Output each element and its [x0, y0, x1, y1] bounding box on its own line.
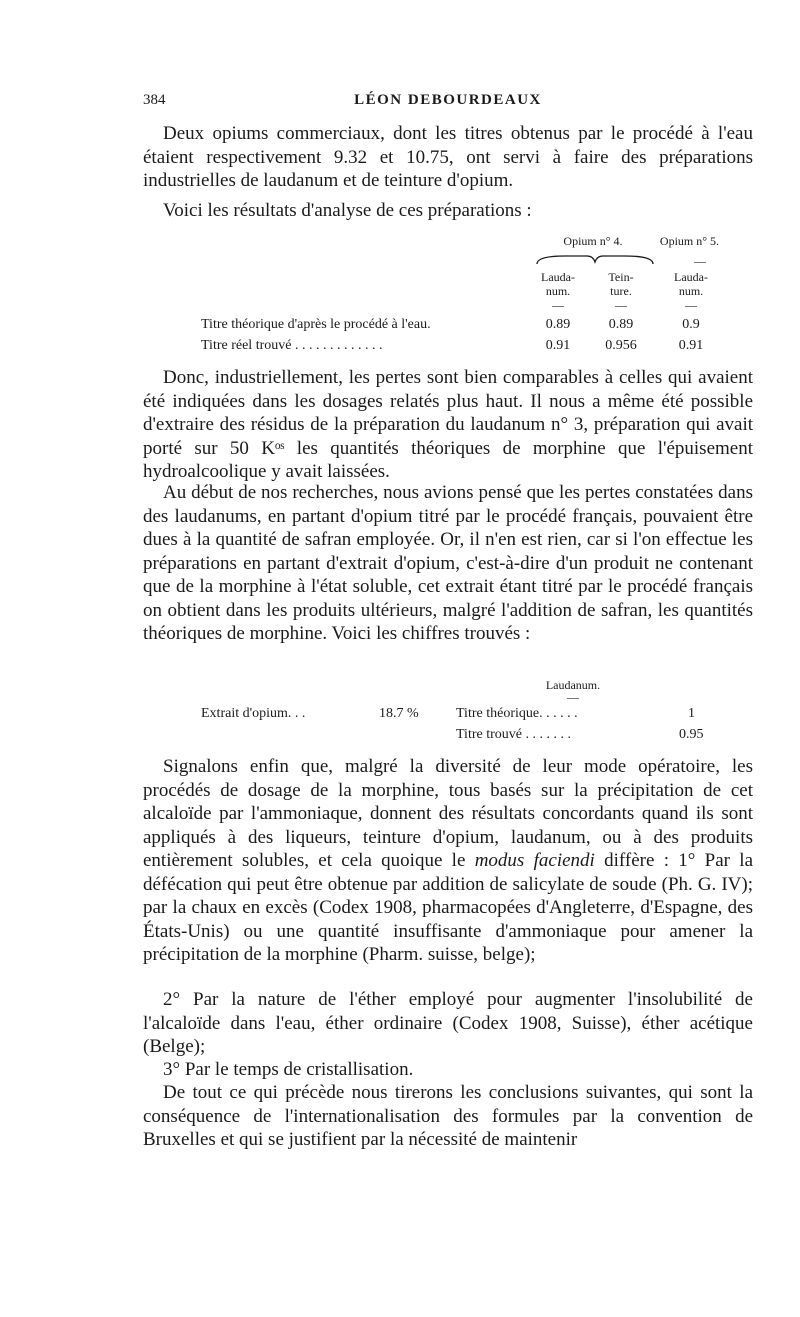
table1-col-laudanum-4: Lauda- num. — [541, 270, 575, 298]
paragraph-3: Donc, industriellement, les pertes sont bien comparables à celles qui avaient été indiquées dans les dosages relatés plus haut. Il nous a même été possible d'extraire des résidus de la préparation du laudanum n° 3, préparation qui avait porté sur 50 Kᵒˢ les quantités théoriques de morphine que l'épuisement hydroalcoolique y avait laissées. — [143, 367, 753, 482]
paragraph-4: Au début de nos recherches, nous avions pensé que les pertes constatées dans des laudanums, en partant d'opium titré par le procédé français, pouvaient être dues à la quantité de safran employée. Or, il n'en est rien, car si l'on effectue les préparations en partant d'extrait d'opium, c'est-à-dire d'un produit ne contenant que de la morphine à l'état soluble, cet extrait étant titré par le procédé français on obtient dans les produits ultérieurs, malgré l'addition de safran, les quantités théoriques de morphine. Voici les chiffres trouvés : — [143, 482, 753, 644]
table2-row-value: 1 — [688, 706, 695, 721]
table1-cell: 0.91 — [545, 338, 571, 353]
table1-row-label: Titre théorique d'après le procédé à l'eau. — [201, 317, 431, 332]
page-header — [143, 92, 753, 114]
table1-group-opium-4: Opium n° 4. — [563, 234, 623, 248]
table1-col-teinture-4: Tein- ture. — [608, 270, 634, 298]
table2-row-label: Titre théorique. . . . . . — [456, 706, 578, 721]
table1-dash-top: — — [694, 254, 706, 268]
paragraph-1: Deux opiums commerciaux, dont les titres obtenus par le procédé à l'eau étaient respectivement 9.32 et 10.75, ont servi à faire des préparations industrielles de laudanum et de teinture d'opium. — [143, 123, 753, 191]
laudanum-table — [143, 676, 753, 746]
table1-cell: 0.956 — [605, 338, 637, 353]
table1-cell: 0.89 — [608, 317, 634, 332]
table2-row-label: Titre trouvé . . . . . . . — [456, 727, 571, 742]
page-number: 384 — [143, 92, 166, 108]
paragraph-5-italic: modus faciendi — [474, 850, 595, 871]
table1-cell: 0.9 — [682, 317, 700, 332]
paragraph-5-text-a: Signalons enfin que, malgré la diversité de leur mode opératoire, les procédés de dosage de la morphine, tous basés sur la précipitation de cet alcaloïde par l'ammoniaque, donnent des résultats concordants quand ils sont appliqués à des liqueurs, teinture d'opium, laudanum, ou à des produits entièrement solubles, et cela quoique le — [143, 756, 753, 871]
paragraph-7: 3° Par le temps de cristallisation. — [163, 1059, 414, 1080]
paragraph-5 — [143, 755, 753, 967]
table1-group-opium-5: Opium n° 5. — [659, 234, 720, 248]
table1-dash-2: — — [615, 298, 627, 312]
paragraph-5-text-b: diffère : 1° Par la défécation qui peut être obtenue par addition de salicylate de soude (Ph. G. IV); par la chaux en excès (Codex 1908, pharmacopées d'Angleterre, d'Espagne, des États-Unis) ou une quantité insuffisante d'ammoniaque pour amener la précipitation de la morphine (Pharm. suisse, belge); — [143, 850, 754, 965]
table2-header: Laudanum. — [545, 678, 601, 692]
paragraph-8: De tout ce qui précède nous tirerons les conclusions suivantes, qui sont la conséquence de l'internationalisation des formules par la convention de Bruxelles et qui se justifient par la nécessité de maintenir — [143, 1082, 753, 1150]
table1-cell: 0.91 — [678, 338, 704, 353]
table1-row-label: Titre réel trouvé . . . . . . . . . . . . . — [201, 338, 383, 353]
table2-extract-value: 18.7 % — [379, 706, 419, 721]
paragraph-2: Voici les résultats d'analyse de ces préparations : — [163, 200, 532, 221]
table2-extract-label: Extrait d'opium. . . — [201, 706, 306, 721]
table1-dash-3: — — [685, 298, 697, 312]
table1-brace — [535, 252, 655, 266]
table2-row-value: 0.95 — [679, 727, 704, 742]
table1-col-laudanum-5: Lauda- num. — [674, 270, 708, 298]
running-title: LÉON DEBOURDEAUX — [354, 92, 542, 108]
opium-results-table — [143, 232, 753, 362]
table1-dash-1: — — [552, 298, 564, 312]
paragraph-6: 2° Par la nature de l'éther employé pour augmenter l'insolubilité de l'alcaloïde dans l'eau, éther ordinaire (Codex 1908, Suisse), éther acétique (Belge); — [143, 989, 753, 1057]
table2-dash: — — [567, 690, 579, 704]
table1-cell: 0.89 — [545, 317, 571, 332]
